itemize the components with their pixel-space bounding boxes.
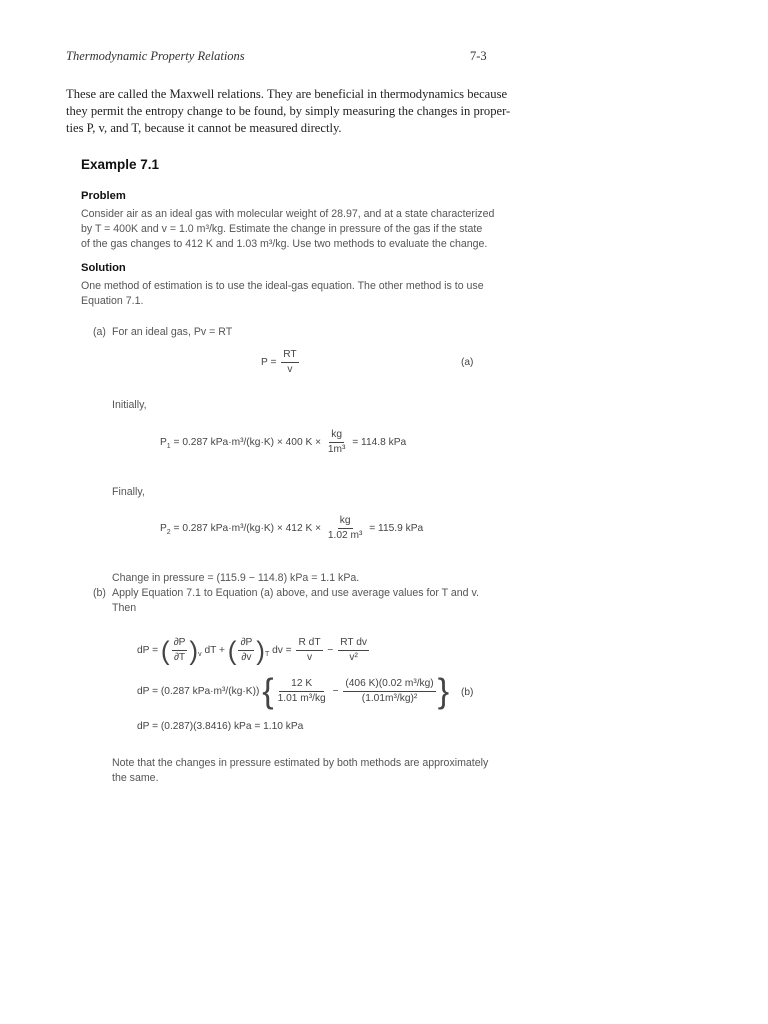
page-number: 7-3 [470, 49, 487, 63]
equation-a [261, 349, 301, 376]
equation-a-tag: (a) [461, 357, 474, 368]
change-in-pressure: Change in pressure = (115.9 − 114.8) kPa = 1.1 kPa. [112, 572, 360, 584]
p1-result: = 114.8 kPa [352, 437, 407, 449]
rdt-fraction [296, 637, 322, 664]
equation-dp-numeric [137, 672, 450, 711]
p2-expression: = 0.287 kPa·m³/(kg·K) × 412 K × [170, 523, 322, 535]
rdt-numerator: R dT [296, 637, 322, 651]
p1-subscript: 1 [166, 443, 171, 451]
solution-heading: Solution [81, 262, 126, 274]
dp2-first-numerator: 12 K [279, 678, 324, 692]
p1-fraction [326, 429, 348, 456]
p2-denominator: 1.02 m³ [327, 530, 363, 541]
intro-line: ties P, v, and T, because it cannot be measured directly. [66, 121, 342, 135]
part-a-label: (a) [93, 326, 106, 338]
dp2-second-denominator: (1.01m³/kg)² [361, 693, 418, 704]
eq-a-denominator: v [287, 364, 293, 375]
problem-line: Consider air as an ideal gas with molecular weight of 28.97, and at a state characterized [81, 208, 495, 220]
intro-line: These are called the Maxwell relations. They are beneficial in thermodynamics because [66, 87, 508, 101]
dp-lhs: dP = [137, 645, 159, 657]
open-paren: ( [227, 635, 237, 666]
intro-line: they permit the entropy change to be found, by simply measuring the changes in proper- [66, 104, 511, 118]
minus-sign: − [327, 645, 334, 657]
open-brace: { [262, 672, 274, 711]
problem-line: of the gas changes to 412 K and 1.03 m³/kg. Use two methods to evaluate the change. [81, 238, 488, 250]
running-title: Thermodynamic Property Relations [66, 49, 245, 63]
note-paragraph [112, 756, 488, 786]
close-brace: } [437, 672, 450, 711]
problem-line: by T = 400K and v = 1.0 m³/kg. Estimate the change in pressure of the gas if the state [81, 223, 483, 235]
intro-paragraph [66, 86, 510, 137]
rtdv-fraction [338, 637, 369, 664]
example-title: Example 7.1 [81, 157, 160, 172]
p1-denominator: 1m³ [327, 444, 346, 455]
dp-dt-fraction [172, 637, 188, 664]
dp2-second-numerator: (406 K)(0.02 m³/kg) [343, 678, 435, 692]
rdt-denominator: v [306, 652, 313, 663]
p1-symbol: P [160, 437, 167, 449]
note-line: the same. [112, 772, 159, 784]
dp-dv-subscript: T [264, 651, 270, 659]
dp-dv-numerator: ∂P [238, 637, 254, 651]
eq-a-numerator: RT [281, 349, 298, 363]
part-a-text: For an ideal gas, Pv = RT [112, 326, 233, 338]
eq-a-lhs: P = [261, 357, 277, 369]
rtdv-numerator: RT dv [338, 637, 369, 651]
dp-dv-denominator: ∂v [241, 652, 252, 663]
p1-expression: = 0.287 kPa·m³/(kg·K) × 400 K × [170, 437, 322, 449]
dv-term: dv = [272, 645, 292, 657]
solution-line: Equation 7.1. [81, 295, 144, 307]
note-line: Note that the changes in pressure estimated by both methods are approximately [112, 757, 489, 769]
equation-dp-partials [137, 637, 371, 664]
solution-text [81, 279, 484, 309]
eq-a-fraction [281, 349, 298, 376]
p2-subscript: 2 [166, 529, 171, 537]
dp2-first-denominator: 1.01 m³/kg [277, 693, 326, 704]
dp2-minus: − [332, 686, 339, 698]
p2-numerator: kg [338, 515, 353, 529]
solution-line: One method of estimation is to use the ideal-gas equation. The other method is to use [81, 280, 484, 292]
equation-b-tag: (b) [461, 687, 474, 698]
problem-heading: Problem [81, 190, 126, 202]
dp-dt-denominator: ∂T [173, 652, 186, 663]
dp-dv-fraction [238, 637, 254, 664]
part-b-label: (b) [93, 587, 106, 599]
finally-label: Finally, [112, 486, 145, 498]
part-b-text [112, 586, 479, 616]
initially-label: Initially, [112, 399, 147, 411]
equation-p1 [160, 429, 406, 456]
p2-result: = 115.9 kPa [369, 523, 424, 535]
dp2-first-fraction [276, 678, 328, 705]
close-paren: ) [189, 635, 199, 666]
equation-dp-result: dP = (0.287)(3.8416) kPa = 1.10 kPa [137, 721, 304, 732]
equation-p2 [160, 515, 423, 542]
dp-dt-subscript: v [198, 651, 202, 659]
dp-dt-numerator: ∂P [172, 637, 188, 651]
p2-symbol: P [160, 523, 167, 535]
dp2-lhs: dP = (0.287 kPa·m³/(kg·K)) [137, 686, 260, 698]
p2-fraction [326, 515, 365, 542]
p1-numerator: kg [329, 429, 344, 443]
open-paren: ( [160, 635, 170, 666]
rtdv-denominator: v² [349, 652, 358, 663]
close-paren: ) [256, 635, 265, 666]
dt-term: dT + [204, 645, 225, 657]
part-b-line: Apply Equation 7.1 to Equation (a) above, and use average values for T and v. [112, 587, 479, 599]
dp2-second-fraction [343, 678, 435, 705]
part-b-line: Then [112, 602, 137, 614]
problem-text [81, 207, 494, 252]
